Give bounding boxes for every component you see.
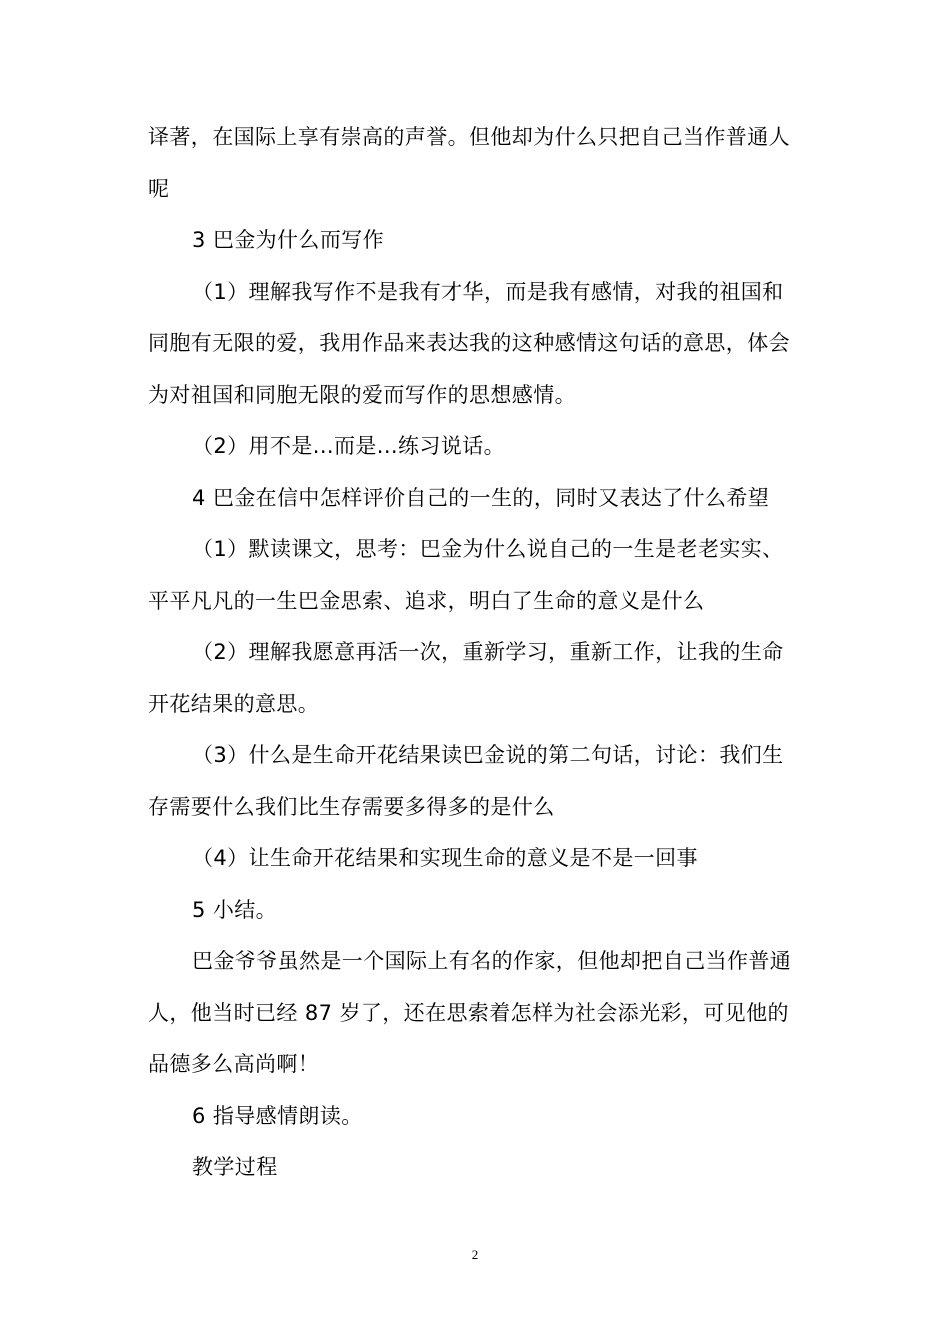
paragraph-10: 5 小结。	[192, 897, 278, 922]
paragraph-13: 教学过程	[192, 1155, 278, 1179]
paragraph-5: 4 巴金在信中怎样评价自己的一生的，同时又表达了什么希望	[192, 485, 770, 510]
paragraph-9: （4）让生命开花结果和实现生命的意义是不是一回事	[192, 846, 698, 870]
paragraph-6: （1）默读课文，思考：巴金为什么说自己的一生是老老实实、平平凡凡的一生巴金思索、追求，明白了生命的意义是什么	[148, 537, 784, 613]
paragraph-12: 6 指导感情朗读。	[192, 1103, 363, 1128]
page-number: 2	[471, 1247, 479, 1262]
document-body	[148, 112, 798, 1194]
paragraph-1: 译著，在国际上享有崇高的声誉。但他却为什么只把自己当作普通人呢	[148, 125, 790, 201]
paragraph-7: （2）理解我愿意再活一次，重新学习，重新工作，让我的生命开花结果的意思。	[148, 640, 784, 716]
paragraph-11: 巴金爷爷虽然是一个国际上有名的作家，但他却把自己当作普通人，他当时已经 87 岁了，还在思索着怎样为社会添光彩，可见他的品德多么高尚啊！	[148, 949, 792, 1076]
paragraph-4: （2）用不是...而是...练习说话。	[192, 434, 506, 458]
paragraph-3: （1）理解我写作不是我有才华，而是我有感情，对我的祖国和同胞有无限的爱，我用作品来表达我的这种感情这句话的意思，体会为对祖国和同胞无限的爱而写作的思想感情。	[148, 279, 790, 407]
paragraph-8: （3）什么是生命开花结果读巴金说的第二句话，讨论：我们生存需要什么我们比生存需要多得多的是什么	[148, 743, 784, 819]
paragraph-2: 3 巴金为什么而写作	[192, 228, 385, 252]
